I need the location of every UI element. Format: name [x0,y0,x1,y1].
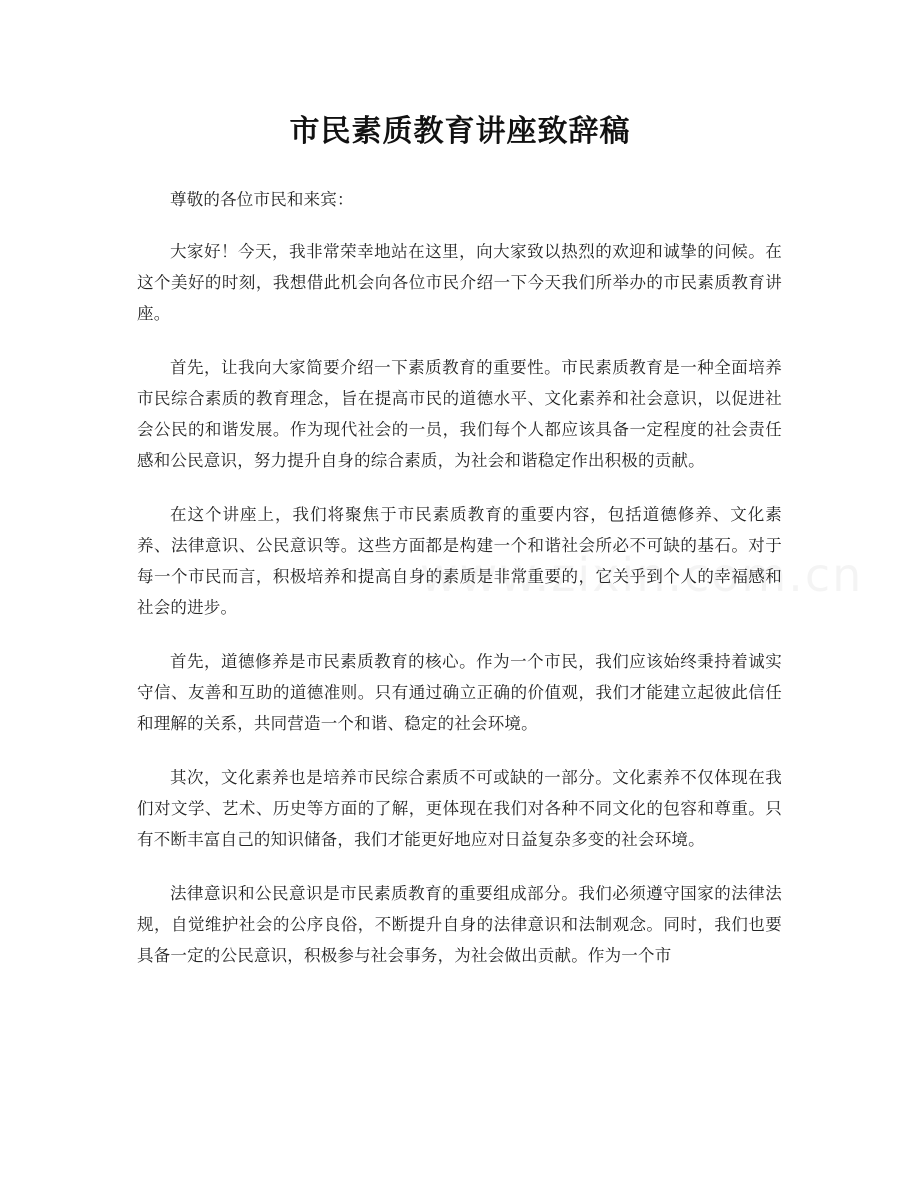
culture-paragraph: 其次，文化素养也是培养市民综合素质不可或缺的一部分。文化素养不仅体现在我们对文学、艺术、历史等方面的了解，更体现在我们对各种不同文化的包容和尊重。只有不断丰富自己的知识储备，我们才能更好地应对日益复杂多变的社会环境。 [137,768,782,849]
greeting-paragraph: 大家好！今天，我非常荣幸地站在这里，向大家致以热烈的欢迎和诚挚的问候。在这个美好的时刻，我想借此机会向各位市民介绍一下今天我们所举办的市民素质教育讲座。 [137,242,782,323]
law-civic-paragraph: 法律意识和公民意识是市民素质教育的重要组成部分。我们必须遵守国家的法律法规，自觉维护社会的公序良俗，不断提升自身的法律意识和法制观念。同时，我们也要具备一定的公民意识，积极参与社会事务，为社会做出贡献。作为一个市 [137,884,782,965]
document-body [137,184,782,994]
salutation-paragraph: 尊敬的各位市民和来宾： [170,190,354,209]
moral-paragraph: 首先，道德修养是市民素质教育的核心。作为一个市民，我们应该始终秉持着诚实守信、友善和互助的道德准则。只有通过确立正确的价值观，我们才能建立起彼此信任和理解的关系，共同营造一个和谐、稳定的社会环境。 [137,652,782,733]
lecture-content-paragraph: 在这个讲座上，我们将聚焦于市民素质教育的重要内容，包括道德修养、文化素养、法律意识、公民意识等。这些方面都是构建一个和谐社会所必不可缺的基石。对于每一个市民而言，积极培养和提高自身的素质是非常重要的，它关乎到个人的幸福感和社会的进步。 [137,505,782,617]
importance-paragraph: 首先，让我向大家简要介绍一下素质教育的重要性。市民素质教育是一种全面培养市民综合素质的教育理念，旨在提高市民的道德水平、文化素养和社会意识，以促进社会公民的和谐发展。作为现代社会的一员，我们每个人都应该具备一定程度的社会责任感和公民意识，努力提升自身的综合素质，为社会和谐稳定作出积极的贡献。 [137,358,782,470]
document-title: 市民素质教育讲座致辞稿 [289,114,631,149]
